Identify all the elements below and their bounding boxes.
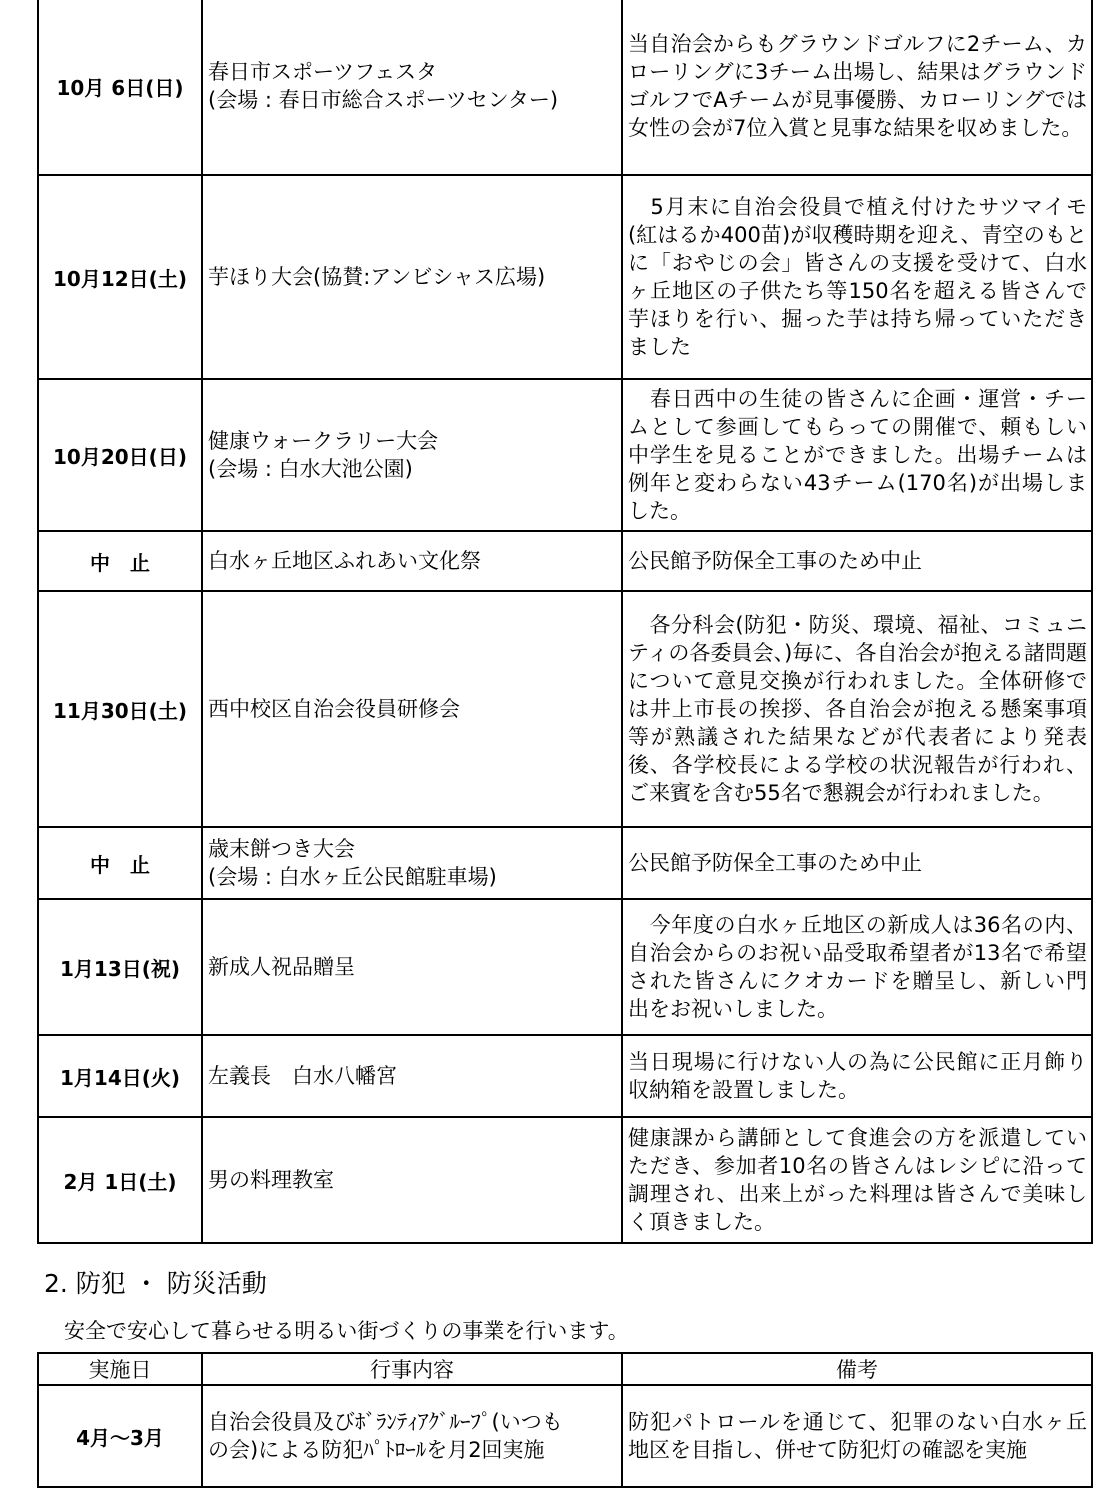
table-row — [38, 1385, 1092, 1487]
row-date: 1月13日(祝) — [38, 899, 202, 1035]
row-date: 2月 1日(土) — [38, 1117, 202, 1243]
header-note: 備考 — [622, 1353, 1092, 1385]
events-table — [37, 0, 1093, 1244]
row-note: 5月末に自治会役員で植え付けたサツマイモ(紅はるか400苗)が収穫時期を迎え、青空のもとに「おやじの会」皆さんの支援を受けて、白水ヶ丘地区の子供たち等150名を超える皆さんで芋ほりを行い、掘った芋は持ち帰っていただきました — [622, 175, 1092, 379]
event-title: 歳末餅つき大会 — [208, 837, 355, 861]
event-title: 自治会役員及びﾎﾞﾗﾝﾃｨｱｸﾞﾙｰﾌﾟ(いつも — [208, 1410, 563, 1434]
table-row — [38, 531, 1092, 591]
table-row — [38, 591, 1092, 827]
row-date: 4月～3月 — [38, 1385, 202, 1487]
table-row — [38, 175, 1092, 379]
header-event: 行事内容 — [202, 1353, 622, 1385]
row-note: 各分科会(防犯・防災、環境、福祉、コミュニティの各委員会、)毎に、各自治会が抱える諸問題について意見交換が行われました。全体研修では井上市長の挨拶、各自治会が抱える懸案事項等が熟議された結果などが代表者により発表後、各学校長による学校の状況報告が行われ、ご来賓を含む55名で懇親会が行われました。 — [622, 591, 1092, 827]
row-event — [202, 175, 622, 379]
event-title: 男の料理教室 — [208, 1168, 334, 1192]
section-heading: 2. 防犯 ・ 防災活動 — [44, 1269, 267, 1298]
row-event — [202, 591, 622, 827]
event-venue: (会場 : 春日市総合スポーツセンター) — [208, 88, 559, 112]
table-row — [38, 827, 1092, 899]
header-date: 実施日 — [38, 1353, 202, 1385]
row-note: 当日現場に行けない人の為に公民館に正月飾り収納箱を設置しました。 — [622, 1035, 1092, 1117]
row-event — [202, 1385, 622, 1487]
row-note: 当自治会からもグラウンドゴルフに2チーム、カローリングに3チーム出場し、結果はグラウンドゴルフでAチームが見事優勝、カローリングでは女性の会が7位入賞と見事な結果を収めました。 — [622, 0, 1092, 175]
row-note: 春日西中の生徒の皆さんに企画・運営・チームとして参画してもらっての開催で、頼もしい中学生を見ることができました。出場チームは例年と変わらない43チーム(170名)が出場しました。 — [622, 379, 1092, 531]
row-date: 10月 6日(日) — [38, 0, 202, 175]
row-event — [202, 1117, 622, 1243]
event-title: 西中校区自治会役員研修会 — [208, 697, 460, 721]
row-event — [202, 0, 622, 175]
row-date: 10月20日(日) — [38, 379, 202, 531]
table-row — [38, 379, 1092, 531]
row-event — [202, 827, 622, 899]
row-date: 中 止 — [38, 531, 202, 591]
event-title: 左義長 白水八幡宮 — [208, 1064, 397, 1088]
table-header-row — [38, 1353, 1092, 1385]
table-row — [38, 1117, 1092, 1243]
event-venue: (会場 : 白水大池公園) — [208, 457, 413, 481]
row-date: 11月30日(土) — [38, 591, 202, 827]
section-intro: 安全で安心して暮らせる明るい街づくりの事業を行います。 — [64, 1319, 629, 1343]
row-note: 防犯パトロールを通じて、犯罪のない白水ヶ丘地区を目指し、併せて防犯灯の確認を実施 — [622, 1385, 1092, 1487]
event-title: 春日市スポーツフェスタ — [208, 60, 438, 84]
event-title: 白水ヶ丘地区ふれあい文化祭 — [208, 549, 481, 573]
row-event — [202, 531, 622, 591]
row-event — [202, 899, 622, 1035]
table-row — [38, 899, 1092, 1035]
row-date: 中 止 — [38, 827, 202, 899]
row-note: 健康課から講師として食進会の方を派遣していただき、参加者10名の皆さんはレシピに沿って調理され、出来上がった料理は皆さんで美味しく頂きました。 — [622, 1117, 1092, 1243]
event-venue: (会場 : 白水ヶ丘公民館駐車場) — [208, 865, 497, 889]
row-event — [202, 379, 622, 531]
crime-prevention-table — [37, 1352, 1093, 1488]
row-note: 公民館予防保全工事のため中止 — [622, 531, 1092, 591]
row-date: 10月12日(土) — [38, 175, 202, 379]
table-row — [38, 1035, 1092, 1117]
event-title: 芋ほり大会(協賛:アンビシャス広場) — [208, 265, 546, 289]
row-event — [202, 1035, 622, 1117]
table-row — [38, 0, 1092, 175]
event-title-cont: の会)による防犯ﾊﾟﾄﾛｰﾙを月2回実施 — [208, 1438, 545, 1462]
event-title: 健康ウォークラリー大会 — [208, 429, 439, 453]
row-date: 1月14日(火) — [38, 1035, 202, 1117]
row-note: 今年度の白水ヶ丘地区の新成人は36名の内、自治会からのお祝い品受取希望者が13名で希望された皆さんにクオカードを贈呈し、新しい門出をお祝いしました。 — [622, 899, 1092, 1035]
row-note: 公民館予防保全工事のため中止 — [622, 827, 1092, 899]
event-title: 新成人祝品贈呈 — [208, 955, 355, 979]
